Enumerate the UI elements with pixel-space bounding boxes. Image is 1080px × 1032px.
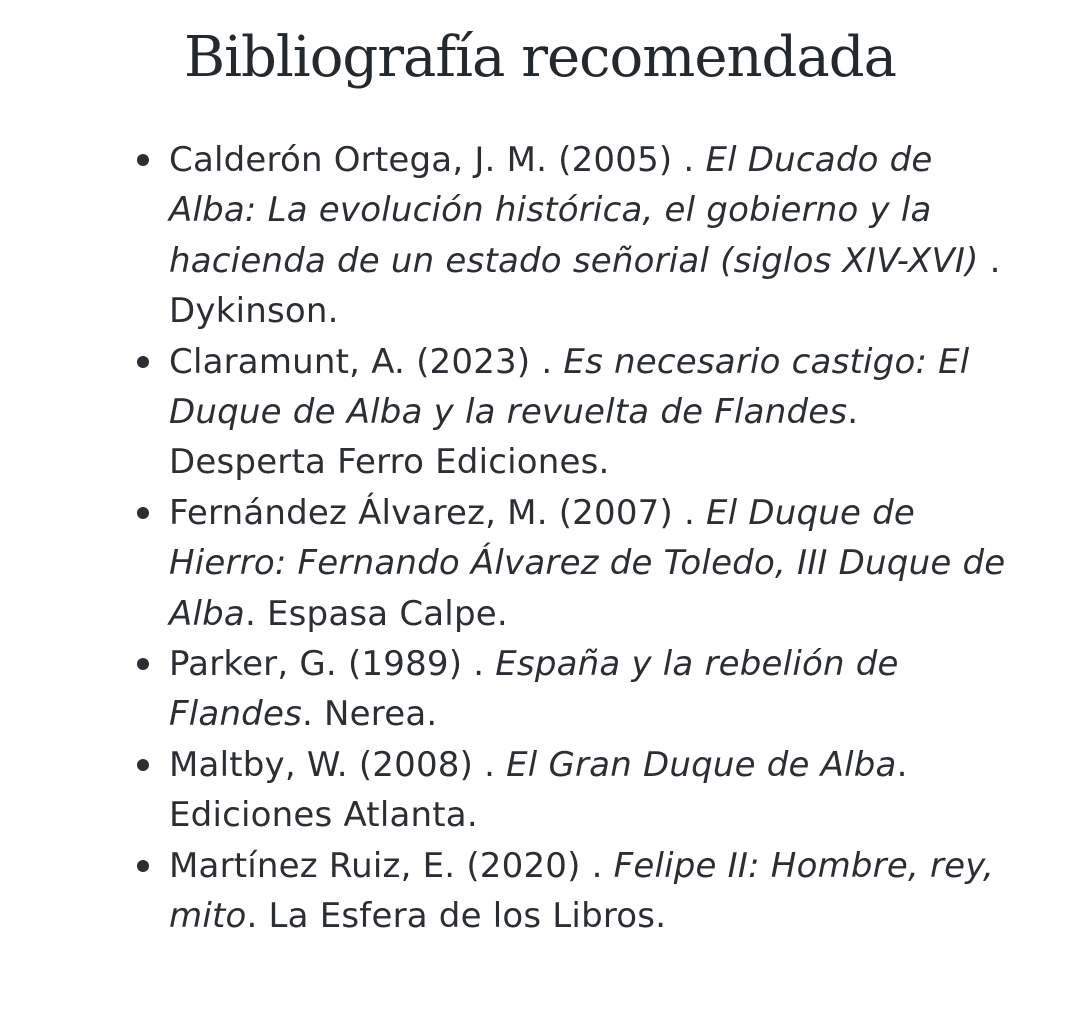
bibliography-item: Claramunt, A. (2023) . Es necesario castigo: El Duque de Alba y la revuelta de Flandes. Desperta Ferro Ediciones. (134, 337, 1024, 488)
reference-author: Parker, G. (169, 644, 337, 685)
bullet-icon (137, 759, 149, 771)
reference-author: Fernández Álvarez, M. (169, 492, 548, 533)
reference-title: El Duque de Hierro: Fernando Álvarez de Toledo, III Duque de Alba (169, 492, 1006, 634)
reference-title: Felipe II: Hombre, rey, mito (169, 845, 994, 937)
reference-year: (2007) (558, 492, 673, 533)
bibliography-item: Fernández Álvarez, M. (2007) . El Duque de Hierro: Fernando Álvarez de Toledo, III Duque de Alba. Espasa Calpe. (134, 488, 1024, 639)
reference-year: (2023) (416, 341, 531, 382)
reference-publisher: Dykinson. (169, 291, 339, 332)
reference-year: (2008) (358, 744, 474, 785)
reference-publisher: Ediciones Atlanta. (169, 795, 478, 836)
reference-title: España y la rebelión de Flandes (169, 644, 899, 735)
reference-year: (2005) (558, 140, 673, 180)
bibliography-item: Parker, G. (1989) . España y la rebelión de Flandes. Nerea. (134, 639, 1024, 740)
reference-year: (2020) (466, 845, 581, 886)
page-title: Bibliografía recomendada (183, 25, 897, 90)
reference-author: Martínez Ruiz, E. (169, 845, 456, 886)
reference-year: (1989) (347, 644, 463, 685)
bullet-icon (137, 507, 149, 519)
bibliography-list (134, 135, 1024, 942)
reference-title: El Ducado de Alba: La evolución histórica, el gobierno y la hacienda de un estado señorial (siglos XIV-XVI) (169, 140, 979, 281)
bullet-icon (137, 658, 149, 670)
reference-title: El Gran Duque de Alba (506, 744, 897, 785)
bullet-icon (137, 356, 149, 368)
bibliography-item: Calderón Ortega, J. M. (2005) . El Ducado de Alba: La evolución histórica, el gobierno y la hacienda de un estado señorial (siglos XIV-XVI) . Dykinson. (134, 135, 1024, 337)
bullet-icon (137, 154, 149, 166)
reference-author: Calderón Ortega, J. M. (169, 140, 548, 180)
reference-publisher: La Esfera de los Libros. (268, 896, 667, 937)
bibliography-item: Maltby, W. (2008) . El Gran Duque de Alba. Ediciones Atlanta. (134, 740, 1024, 841)
reference-title: Es necesario castigo: El Duque de Alba y la revuelta de Flandes (169, 341, 970, 433)
reference-publisher: Desperta Ferro Ediciones. (169, 442, 610, 483)
reference-publisher: Nerea. (324, 694, 438, 735)
reference-author: Claramunt, A. (169, 341, 406, 382)
bibliography-item: Martínez Ruiz, E. (2020) . Felipe II: Hombre, rey, mito. La Esfera de los Libros. (134, 841, 1024, 942)
bullet-icon (137, 860, 149, 872)
reference-author: Maltby, W. (169, 744, 348, 785)
reference-publisher: Espasa Calpe. (266, 593, 508, 634)
